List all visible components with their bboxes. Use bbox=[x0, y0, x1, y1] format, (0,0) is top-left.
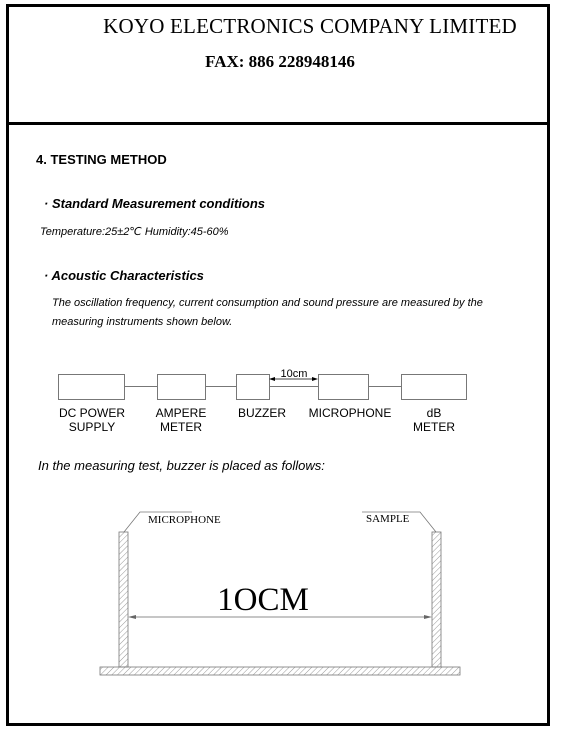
microphone-post bbox=[119, 532, 128, 667]
sample-label: SAMPLE bbox=[366, 513, 410, 525]
section-title: 4. TESTING METHOD bbox=[36, 152, 167, 167]
label-line: METER bbox=[413, 420, 455, 434]
paragraph-line-2: measuring instruments shown below. bbox=[52, 316, 233, 328]
label-line: MICROPHONE bbox=[308, 406, 392, 420]
base-plate bbox=[100, 667, 460, 675]
distance-label: 1OCM bbox=[217, 582, 309, 618]
label-line: DC POWER bbox=[59, 406, 125, 420]
chain-distance-label: 10cm bbox=[280, 368, 308, 380]
fax-number: FAX: 886 228948146 bbox=[205, 52, 355, 71]
acoustic-heading: · Acoustic Characteristics bbox=[44, 268, 204, 283]
label-line: dB bbox=[426, 406, 442, 420]
conditions-text: Temperature:25±2℃ Humidity:45-60% bbox=[40, 226, 229, 238]
placement-caption: In the measuring test, buzzer is placed as follows: bbox=[38, 458, 325, 473]
sample-post bbox=[432, 532, 441, 667]
label-line: METER bbox=[160, 420, 202, 434]
label-line: BUZZER bbox=[238, 406, 286, 420]
label-line: AMPERE bbox=[155, 406, 207, 420]
company-name: KOYO ELECTRONICS COMPANY LIMITED bbox=[103, 14, 517, 38]
microphone-label: MICROPHONE bbox=[148, 514, 221, 526]
label-line: SUPPLY bbox=[68, 420, 116, 434]
standard-conditions-heading: · Standard Measurement conditions bbox=[44, 196, 266, 211]
paragraph-line-1: The oscillation frequency, current consumption and sound pressure are measured by the bbox=[52, 297, 483, 309]
